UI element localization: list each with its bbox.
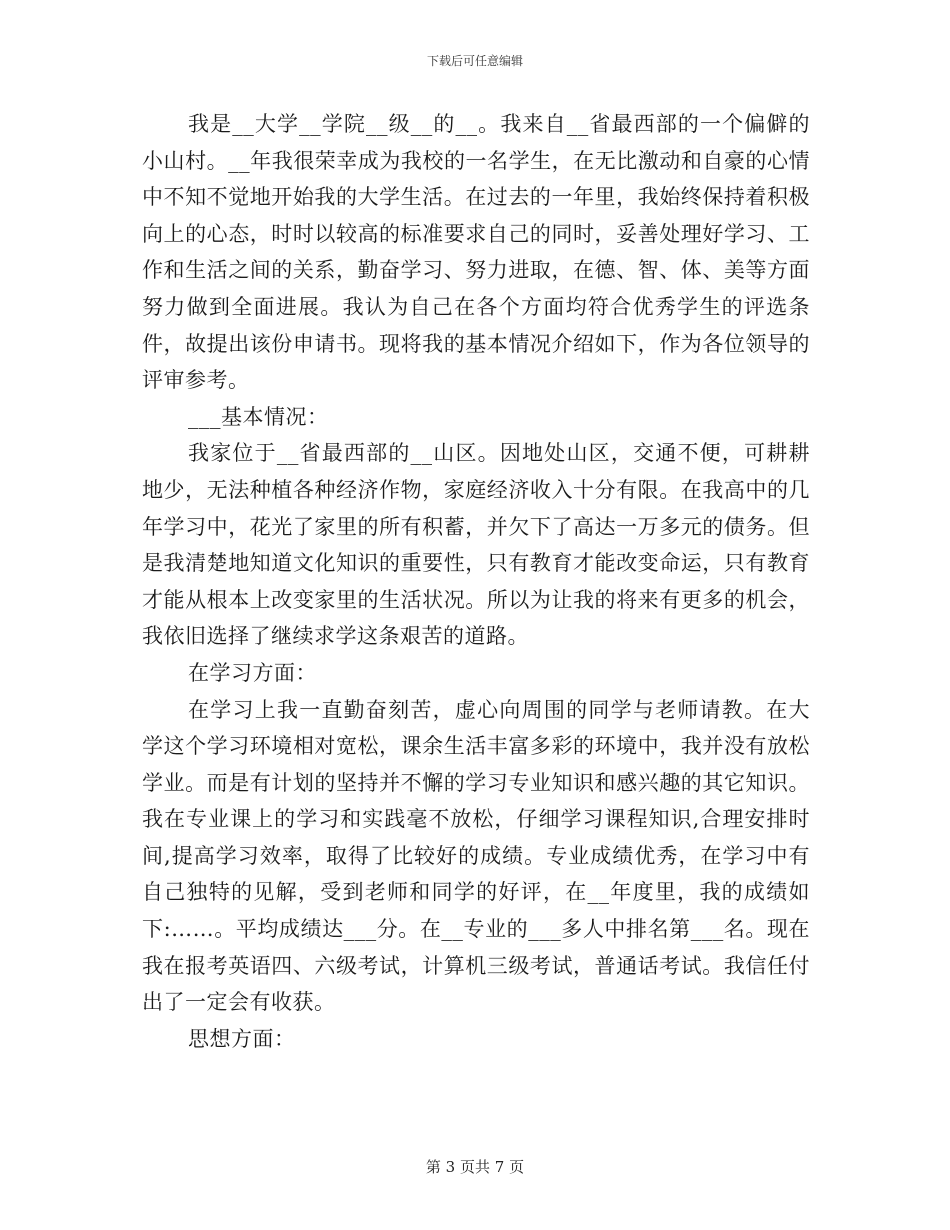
- document-body: [142, 106, 810, 1057]
- section-heading-thought: 思想方面：: [188, 1026, 296, 1051]
- page-header: 下载后可任意编辑: [426, 54, 523, 68]
- section-heading-study: 在学习方面：: [188, 660, 317, 685]
- section-heading-basic-info: ___基本情况：: [188, 404, 329, 429]
- basic-info-paragraph: 我家位于__省最西部的__山区。因地处山区，交通不便，可耕耕地少，无法种植各种经济作物，家庭经济收入十分有限。在我高中的几年学习中，花光了家里的所有积蓄，并欠下了高达一万多元的债务。但是我清楚地知道文化知识的重要性，只有教育才能改变命运，只有教育才能从根本上改变家里的生活状况。所以为让我的将来有更多的机会，我依旧选择了继续求学这条艰苦的道路。: [142, 441, 810, 649]
- study-paragraph: 在学习上我一直勤奋刻苦，虚心向周围的同学与老师请教。在大学这个学习环境相对宽松，课余生活丰富多彩的环境中，我并没有放松学业。而是有计划的坚持并不懈的学习专业知识和感兴趣的其它知识。我在专业课上的学习和实践毫不放松，仔细学习课程知识,合理安排时间,提高学习效率，取得了比较好的成绩。专业成绩优秀，在学习中有自己独特的见解，受到老师和同学的好评，在__年度里，我的成绩如下:……。平均成绩达___分。在__专业的___多人中排名第___名。现在我在报考英语四、六级考试，计算机三级考试，普通话考试。我信任付出了一定会有收获。: [142, 697, 810, 1015]
- page-footer: 第 3 页共 7 页: [425, 1158, 525, 1176]
- intro-paragraph: 我是__大学__学院__级__的__。我来自__省最西部的一个偏僻的小山村。__年我很荣幸成为我校的一名学生，在无比激动和自豪的心情中不知不觉地开始我的大学生活。在过去的一年里，我始终保持着积极向上的心态，时时以较高的标准要求自己的同时，妥善处理好学习、工作和生活之间的关系，勤奋学习、努力进取，在德、智、体、美等方面努力做到全面进展。我认为自己在各个方面均符合优秀学生的评选条件，故提出该份申请书。现将我的基本情况介绍如下，作为各位领导的评审参考。: [142, 112, 810, 393]
